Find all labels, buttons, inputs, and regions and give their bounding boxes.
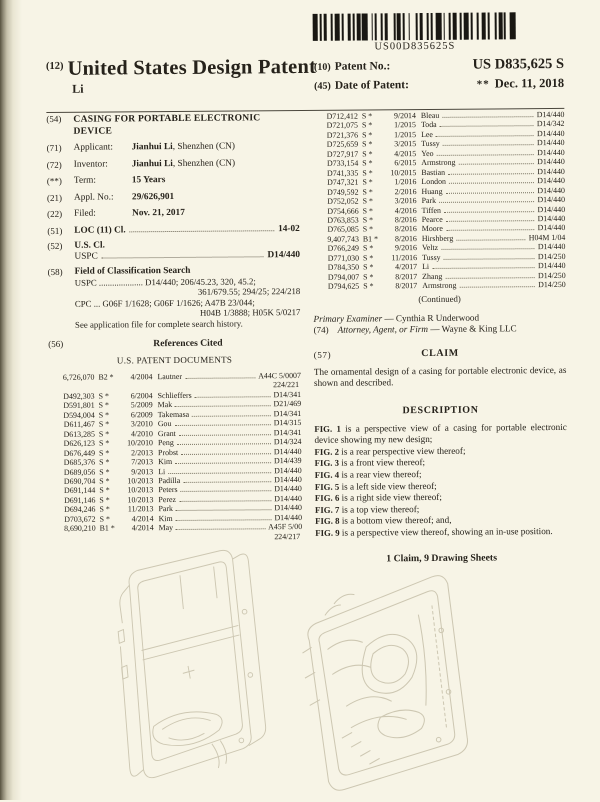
loc-value: 14-02 <box>278 223 300 234</box>
reference-entry <box>313 280 566 291</box>
reference-row: D676,449 S * 2/2013 Probst D14/440 <box>63 446 302 458</box>
patent-date-row <box>314 76 564 93</box>
reference-row: D591,801 S * 5/2009 Mak D21/469 <box>63 399 302 411</box>
dot-leader <box>195 396 271 398</box>
barcode-block <box>272 12 558 53</box>
claim-heading-row <box>314 347 567 360</box>
dot-leader <box>176 510 271 512</box>
reference-row: D613,285 S * 4/2010 Grant D14/341 <box>63 427 302 439</box>
classification-line: USPC .................... D14/440; 206/45.23, 320, 45.2; <box>74 275 256 288</box>
reference-row: D690,704 S * 10/2013 Padilla D14/440 <box>63 474 302 486</box>
header-right <box>314 56 564 96</box>
us-patent-documents-heading: U.S. PATENT DOCUMENTS <box>116 354 233 366</box>
dot-leader <box>441 248 535 250</box>
reference-row: 8,690,210 B1 * 4/2014 May A45F 5/00 <box>64 522 303 534</box>
dot-leader <box>437 154 535 156</box>
left-column <box>46 112 302 567</box>
references-cited-block: (56) References Cited <box>48 337 301 350</box>
uspc-label: USPC <box>74 251 98 262</box>
figure-descriptions <box>314 422 567 540</box>
dot-leader <box>130 230 274 232</box>
classification-line: 361/679.55; 294/25; 224/218 <box>197 285 301 297</box>
inventor-surname: Li <box>72 81 84 96</box>
dot-leader <box>179 434 271 436</box>
reference-row: D733,154 S * 6/2015 Armstrong D14/440 <box>326 157 565 169</box>
references-table-right <box>312 110 566 292</box>
figure-description-line: FIG. 9 is a perspective view thereof, showing an in-use position. <box>315 525 553 538</box>
bibliographic-rows <box>47 141 300 220</box>
figure-description-line: FIG. 8 is a bottom view thereof; and, <box>315 515 452 527</box>
reference-row: D721,075 S * 1/2015 Toda D14/342 <box>326 119 565 131</box>
attorney-line: (74) Attorney, Agent, or Firm — Wayne & King LLC <box>313 323 517 336</box>
invention-title: CASING FOR PORTABLE ELECTRONIC DEVICE <box>73 112 261 137</box>
dot-leader <box>176 519 272 521</box>
figure-2-drawing <box>295 569 477 792</box>
uspc-value: D14/440 <box>267 249 301 260</box>
description-heading: DESCRIPTION <box>402 404 479 416</box>
dot-leader <box>446 192 535 194</box>
dot-leader <box>445 277 535 279</box>
dot-leader <box>192 415 270 417</box>
dot-leader <box>177 443 271 445</box>
reference-row: D694,246 S * 11/2013 Park D14/440 <box>64 503 303 515</box>
reference-row: D492,303 S * 6/2004 Schlieffers D14/341 <box>63 389 302 401</box>
patent-number-value: US D835,625 S <box>472 55 565 73</box>
dot-leader <box>436 135 534 137</box>
classification-line: CPC ... G06F 1/1628; G06F 1/1626; A47B 23/044; <box>74 296 255 309</box>
figure-description-line: FIG. 4 is a rear view thereof; <box>314 469 422 480</box>
claim-tag: (57) <box>313 349 332 360</box>
patent-number-tag: (10) <box>313 61 331 73</box>
dot-leader <box>446 230 535 232</box>
classification-line: See application file for complete search history. <box>74 317 243 330</box>
us-class-block: (52) U.S. Cl. USPC D14/440 <box>47 240 301 262</box>
reference-row: D689,056 S * 9/2013 Li D14/440 <box>63 465 302 477</box>
dot-leader <box>432 267 535 269</box>
reference-entry: 8,690,210 B1 * 4/2014 May A45F 5/00 224/217 <box>50 522 303 543</box>
reference-row: D594,004 S * 6/2009 Takemasa D14/341 <box>63 408 302 420</box>
reference-row: D763,853 S * 8/2016 Pearce D14/440 <box>327 213 566 225</box>
figure-description-line: FIG. 3 is a front view thereof; <box>314 457 426 469</box>
reference-row: 9,407,743 B1 * 8/2016 Hirshberg H04M 1/04 <box>327 232 566 244</box>
right-column <box>312 110 568 565</box>
field-of-search-block: (58) Field of Classification Search USPC .................... D14/440; 206/45.23, 320, 45.2; 361/679.55; 294/25; 224/218 CPC ... G06F 1/1628; G06F 1/1626; A47B 23/044; H04B 1/3888; H05K 5/0217 See application file for complete search history. <box>47 265 301 330</box>
body-columns <box>46 110 568 567</box>
claim-heading: CLAIM <box>421 347 459 359</box>
dot-leader <box>456 239 525 241</box>
dot-leader <box>179 500 271 502</box>
kind-code-tag: (12) <box>45 60 64 72</box>
field-of-search-label: Field of Classification Search <box>74 265 191 277</box>
bibliographic-row: (71) Applicant: Jianhui Li, Shenzhen (CN) <box>46 141 236 153</box>
primary-examiner-line: Primary Examiner — Cynthia R Underwood <box>313 312 480 324</box>
reference-entry: 6,726,070 B2 * 4/2004 Lautner A44C 5/0007 224/221 <box>48 371 301 392</box>
dot-leader <box>185 377 255 379</box>
bibliographic-row: (72) Inventor: Jianhui Li, Shenzhen (CN) <box>46 158 236 170</box>
figure-description-line: FIG. 2 is a rear perspective view thereof; <box>314 445 466 457</box>
dot-leader <box>459 286 535 288</box>
reference-row: D741,335 S * 10/2015 Bastian D14/440 <box>326 166 565 178</box>
patent-date-tag: (45) <box>314 80 331 92</box>
term-extension-stars: ** <box>476 78 490 91</box>
examiner-block <box>313 312 566 337</box>
dot-leader <box>440 126 534 128</box>
patent-number-row <box>314 56 564 75</box>
dot-leader <box>102 256 264 258</box>
dot-leader <box>439 201 534 203</box>
dot-leader <box>449 182 534 184</box>
uscl-label: U.S. Cl. <box>74 240 105 251</box>
reference-row: D794,007 S * 8/2017 Zhang D14/250 <box>327 270 566 282</box>
dot-leader <box>175 462 271 464</box>
loc-class-block: (51) LOC (11) Cl. 14-02 <box>47 223 300 236</box>
figure-description-line: FIG. 7 is a top view thereof; <box>314 503 420 515</box>
invention-title-block <box>46 112 299 137</box>
dot-leader <box>181 491 272 493</box>
claim-text: The ornamental design of a casing for portable electronic device, as shown and described. <box>313 364 567 389</box>
reference-row: D611,467 S * 3/2010 Gou D14/315 <box>63 418 302 430</box>
reference-row: D747,321 S * 1/2016 London D14/440 <box>327 176 565 187</box>
reference-row: D685,376 S * 7/2013 Kim D14/439 <box>63 456 302 467</box>
reference-row: D771,030 S * 11/2016 Tussy D14/250 <box>327 251 566 263</box>
patent-number-label: Patent No.: <box>334 60 391 73</box>
field-of-search-lines <box>75 275 301 329</box>
classification-line: H04B 1/3888; H05K 5/0217 <box>199 306 301 318</box>
field-54-tag: (54) <box>46 113 62 124</box>
reference-row: D703,672 S * 4/2014 Kim D14/440 <box>64 512 303 524</box>
reference-row: 6,726,070 B2 * 4/2004 Lautner A44C 5/0007 <box>62 370 301 382</box>
reference-row: D727,917 S * 4/2015 Yeo D14/440 <box>326 147 565 159</box>
continued-note: (Continued) <box>418 293 461 304</box>
reference-row: D712,412 S * 9/2014 Bleau D14/440 <box>326 109 565 121</box>
reference-row: D752,052 S * 3/2016 Park D14/440 <box>327 194 566 206</box>
reference-row: D794,625 S * 8/2017 Armstrong D14/250 <box>327 280 566 291</box>
reference-row: D754,666 S * 4/2016 Tiffen D14/440 <box>327 204 566 216</box>
reference-row: D626,123 S * 10/2010 Peng D14/324 <box>63 437 302 449</box>
dot-leader <box>168 472 271 474</box>
reference-row: D749,592 S * 2/2016 Huang D14/440 <box>327 185 566 197</box>
loc-label: LOC (11) Cl. <box>74 224 126 236</box>
dot-leader <box>181 453 271 455</box>
patent-date-label: Date of Patent: <box>334 79 409 92</box>
dot-leader <box>458 163 534 165</box>
dot-leader <box>183 481 271 483</box>
dot-leader <box>176 529 265 531</box>
dot-leader <box>448 173 534 175</box>
figure-1-drawing <box>98 548 285 781</box>
dot-leader <box>175 406 270 408</box>
reference-row: D721,376 S * 1/2015 Lee D14/440 <box>326 128 565 140</box>
reference-row: D691,146 S * 10/2013 Perez D14/440 <box>64 493 302 505</box>
bibliographic-row: (**) Term: 15 Years <box>46 175 166 186</box>
reference-row: D725,659 S * 3/2015 Tussy D14/440 <box>326 138 565 150</box>
dot-leader <box>174 424 270 426</box>
figure-description-line: FIG. 6 is a right side view thereof; <box>314 492 442 504</box>
bibliographic-row: (21) Appl. No.: 29/626,901 <box>46 191 175 203</box>
header-left <box>46 56 316 97</box>
dot-leader <box>442 116 533 118</box>
reference-row: D691,144 S * 10/2013 Peters D14/440 <box>63 484 302 496</box>
barcode-text: US00D835625S <box>374 40 456 53</box>
barcode <box>272 12 558 41</box>
reference-row: D766,249 S * 9/2016 Veltz D14/440 <box>327 242 566 254</box>
dot-leader <box>443 145 534 147</box>
reference-row: D765,085 S * 8/2016 Moore D14/440 <box>327 223 566 235</box>
document-title: United States Design Patent <box>67 55 317 80</box>
references-table-left <box>48 371 302 543</box>
dot-leader <box>444 211 535 213</box>
figure-description-line: FIG. 5 is a left side view thereof; <box>314 480 437 492</box>
dot-leader <box>444 258 535 260</box>
page-header <box>46 54 564 113</box>
bibliographic-row: (22) Filed: Nov. 21, 2017 <box>47 207 185 219</box>
references-cited-heading: References Cited <box>153 337 223 350</box>
dot-leader <box>446 220 535 222</box>
figure-description-line: FIG. 1 is a perspective view of a casing for portable electronic device showing my new design; <box>314 421 567 446</box>
reference-row: D784,350 S * 4/2017 Li D14/440 <box>327 261 566 273</box>
claims-sheets-line: 1 Claim, 9 Drawing Sheets <box>386 552 498 564</box>
patent-date-value: ** Dec. 11, 2018 <box>476 75 565 91</box>
